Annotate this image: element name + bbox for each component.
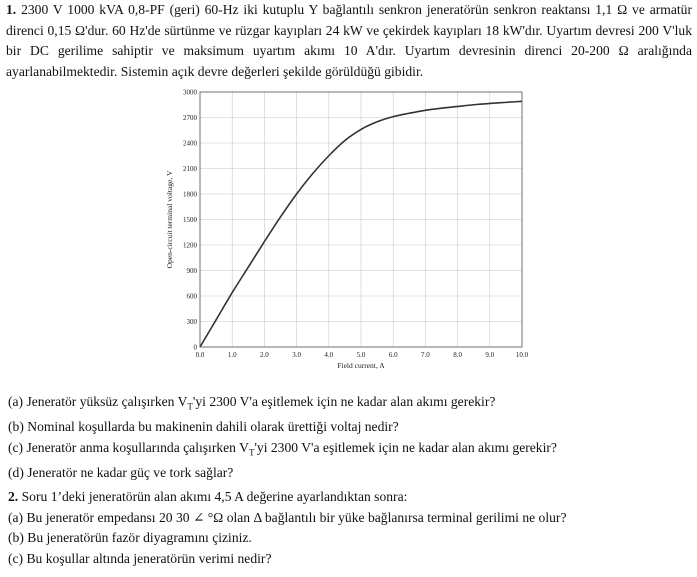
question-1a-subscript: T [187,401,193,412]
y-tick-label: 1200 [183,241,197,250]
x-tick-label: 8.0 [453,351,462,359]
question-2c: (c) Bu koşullar altında jeneratörün verimi nedir? [8,550,272,566]
problem-1-questions [8,392,557,483]
x-tick-label: 1.0 [227,351,237,359]
problem-1-body: 2300 V 1000 kVA 0,8-PF (geri) 60-Hz iki kutuplu Y bağlantılı senkron jeneratörün senkron reaktansı 1,1 Ω ve armatür direnci 0,15 Ω'dur. 60 Hz'de sürtünme ve rüzgar kayıpları 24 kW ve çekirdek kayıpları 18 kW'dır. Uyartım devresi 200 V'luk bir DC gerilime sahiptir ve maksimum uyartım akımı 10 A'dır. Uyartım devresinin direnci 20-200 Ω aralığında ayarlanabilmektedir. Sistemin açık devre değerleri şekilde görüldüğü gibidir. [6,2,692,79]
magnetization-curve-chart [160,82,540,372]
x-axis-label: Field current, A [337,361,385,370]
y-tick-label: 0 [193,343,197,352]
problem-1-text [6,0,692,82]
x-tick-label: 2.0 [260,351,269,359]
y-tick-label: 300 [186,318,197,326]
question-1b: (b) Nominal koşullarda bu makinenin dahili olarak ürettiği voltaj nedir? [8,419,399,435]
x-tick-label: 3.0 [292,351,301,359]
question-1c-text-1: (c) Jeneratör anma koşullarında çalışırken V [8,439,249,455]
x-tick-label: 0.0 [195,351,205,359]
question-2b: (b) Bu jeneratörün fazör diyagramını çiziniz. [8,530,252,545]
x-tick-label: 4.0 [324,351,334,359]
problem-1-number: 1. [6,2,17,17]
x-tick-label: 5.0 [356,351,366,359]
problem-2 [8,487,567,569]
question-1a-text-1: (a) Jeneratör yüksüz çalışırken V [8,394,188,409]
chart-ticks [183,89,529,360]
question-1d: (d) Jeneratör ne kadar güç ve tork sağlar? [8,464,234,480]
y-tick-label: 2700 [183,114,197,122]
x-tick-label: 7.0 [421,351,430,359]
y-axis-label: Open-circuit terminal voltage, V [165,170,174,269]
y-tick-label: 1800 [183,190,197,199]
y-tick-label: 2400 [183,139,197,148]
x-tick-label: 6.0 [388,351,398,359]
y-tick-label: 2100 [183,165,197,173]
x-tick-label: 10.0 [515,351,529,359]
question-2a: (a) Bu jeneratör empedansı 20 30 ∠ °Ω olan Δ bağlantılı bir yüke bağlanırsa terminal gerilimi ne olur? [8,509,567,525]
y-tick-label: 1500 [183,216,197,224]
question-1c [8,438,557,463]
y-tick-label: 600 [186,292,197,301]
problem-2-intro-text: Soru 1’deki jeneratörün alan akımı 4,5 A değerine ayarlandıktan sonra: [21,489,408,504]
problem-2-intro [8,487,567,508]
question-1c-text-2: 'yi 2300 V'a eşitlemek için ne kadar alan akımı gerekir? [254,439,557,455]
y-tick-label: 900 [186,267,197,275]
problem-2-number: 2. [8,489,19,504]
question-1a [8,392,557,417]
question-1a-text-2: 'yi 2300 V'a eşitlemek için ne kadar alan akımı gerekir? [192,394,496,409]
chart-svg [160,82,540,372]
question-1c-subscript: T [248,447,255,458]
x-tick-label: 9.0 [485,351,495,359]
y-tick-label: 3000 [183,88,197,97]
